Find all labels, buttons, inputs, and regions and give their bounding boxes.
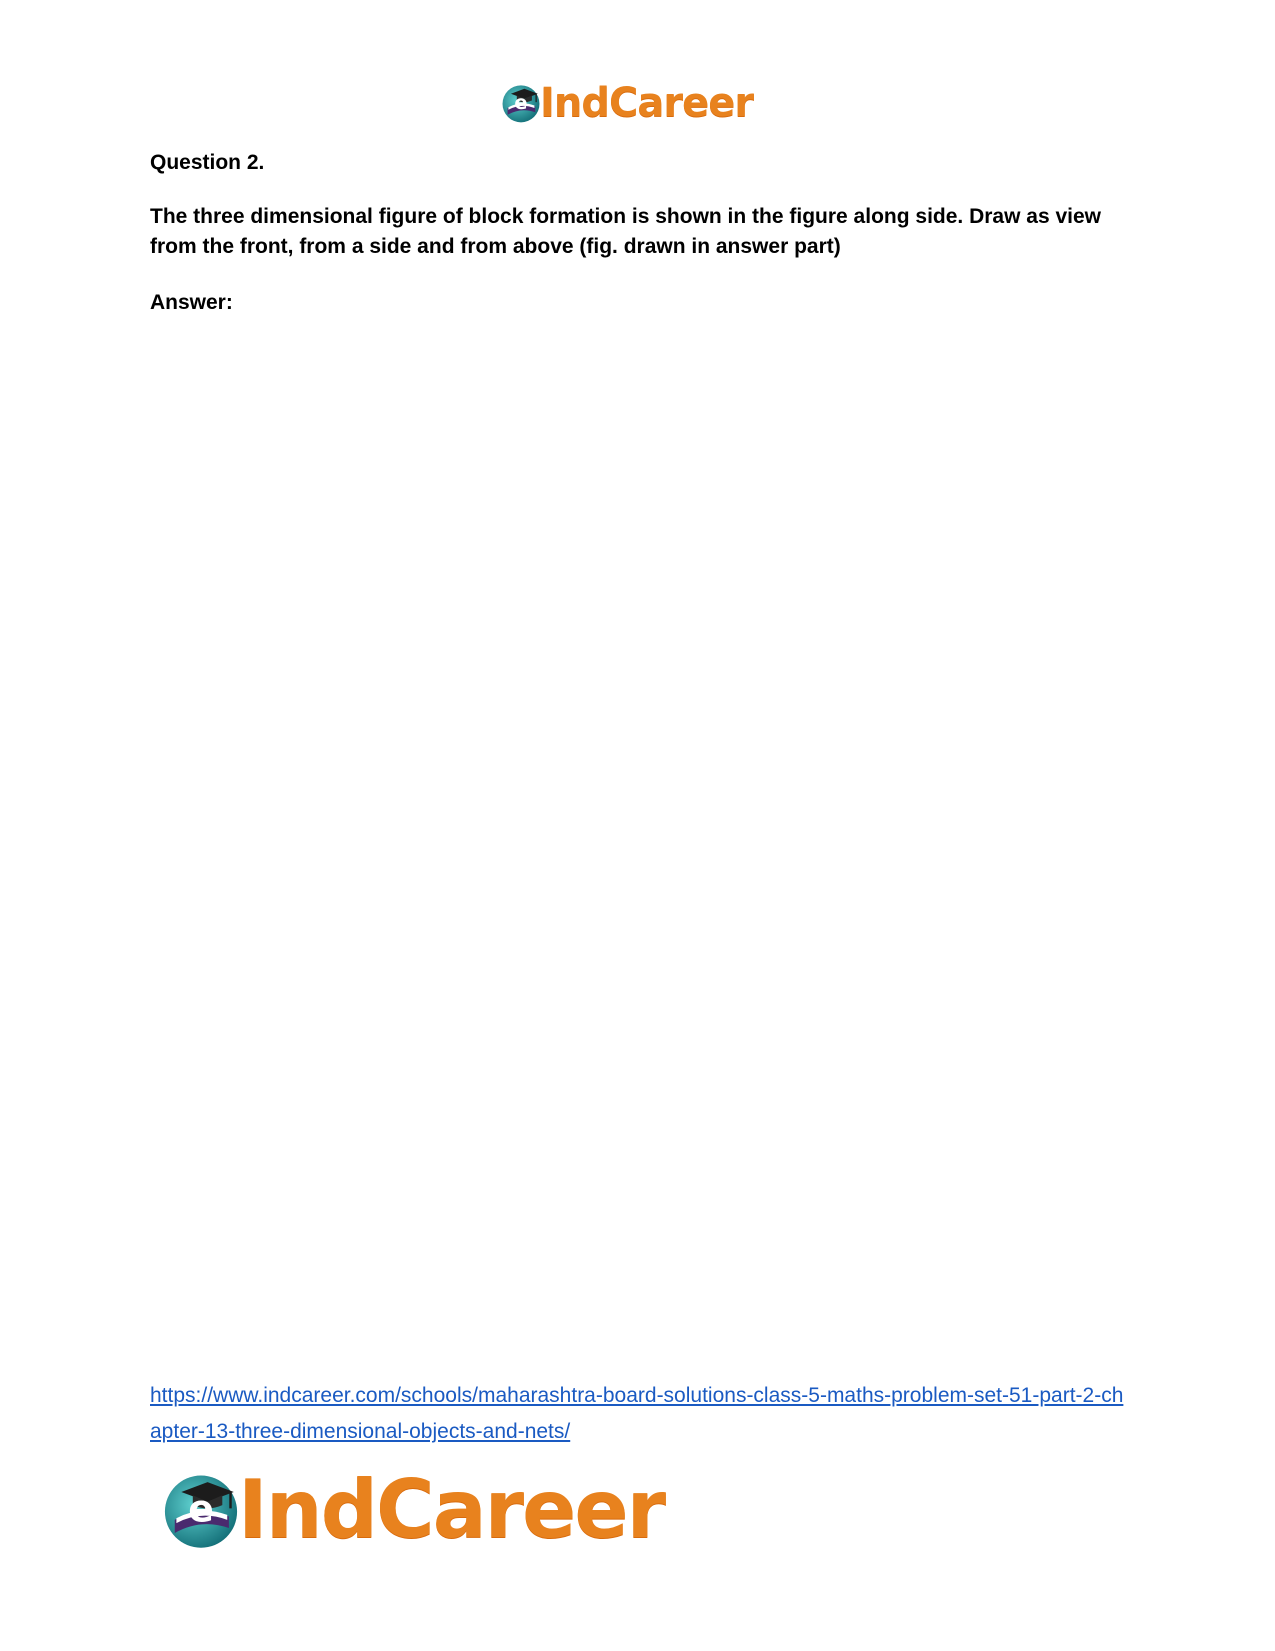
- brand-wordmark: IndCareer: [540, 80, 754, 126]
- graduation-globe-icon: [500, 82, 542, 124]
- answer-label: Answer:: [150, 291, 233, 314]
- brand-wordmark: IndCareer: [238, 1463, 665, 1556]
- emblem-letter: e: [188, 1486, 214, 1531]
- question-title: Question 2.: [150, 151, 265, 174]
- header-logo: [500, 80, 753, 126]
- source-link[interactable]: https://www.indcareer.com/schools/maharashtra-board-solutions-class-5-maths-problem-set-51-part-2-chapter-13-three-dimensional-objects-and-nets/: [150, 1384, 1124, 1443]
- question-text: The three dimensional figure of block formation is shown in the figure along side. Draw as view from the front, from a side and from above (fig. drawn in answer part): [150, 205, 1101, 258]
- footer-logo: [160, 1465, 664, 1555]
- emblem-letter: e: [514, 90, 528, 114]
- graduation-globe-icon: [160, 1469, 242, 1551]
